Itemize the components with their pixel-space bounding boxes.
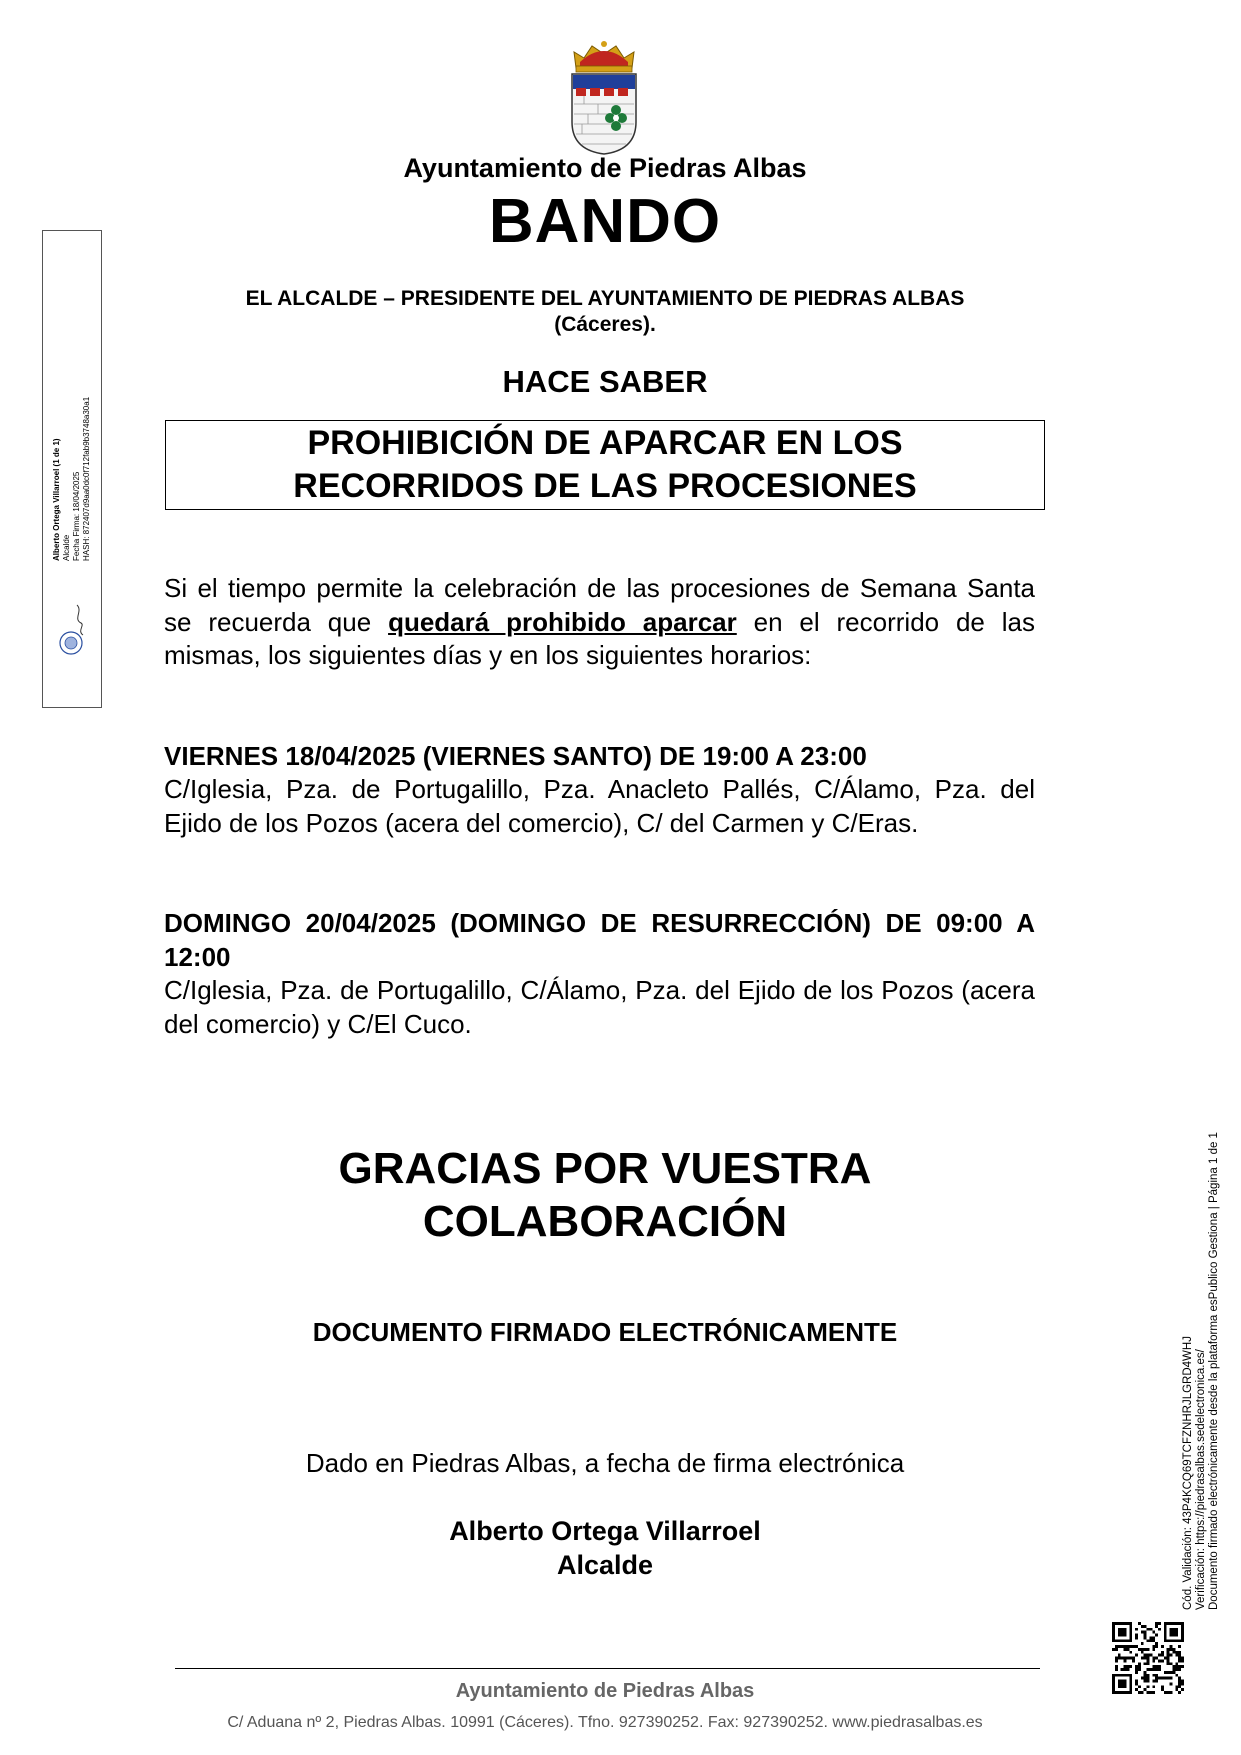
stamp-signer: Alberto Ortega Villarroel (1 de 1) bbox=[52, 438, 61, 561]
intro-text: en el recorrido de las mismas, los siguientes días y en los siguientes horarios: bbox=[164, 606, 1035, 670]
signer-block bbox=[0, 1514, 1210, 1582]
issued-at: Dado en Piedras Albas, a fecha de firma electrónica bbox=[305, 1448, 905, 1478]
stamp-role: Alcalde bbox=[62, 534, 71, 561]
thanks-message bbox=[0, 1142, 1210, 1248]
validation-info bbox=[1182, 1090, 1220, 1610]
stamp-date: Fecha Firma: 18/04/2025 bbox=[72, 471, 81, 561]
notice-line: RECORRIDOS DE LAS PROCESIONES bbox=[293, 467, 917, 505]
intro-emphasis: quedará prohibido aparcar bbox=[388, 606, 737, 637]
qr-code-icon[interactable] bbox=[1112, 1622, 1184, 1694]
validation-code: Cód. Validación: 43P4KCQ69TCFZNHRJLGRD4WHJ bbox=[1182, 1336, 1194, 1610]
schedule-heading-sunday: DOMINGO 20/04/2025 (DOMINGO DE RESURRECCIÓN) DE 09:00 A 12:00 bbox=[164, 908, 1035, 972]
intro-text: Si el tiempo permite la celebración de las procesiones de Semana Santa se recuerda que bbox=[164, 573, 1035, 637]
footer-municipality: Ayuntamiento de Piedras Albas bbox=[455, 1680, 755, 1702]
intro-paragraph bbox=[164, 572, 1035, 673]
signer-role: Alcalde bbox=[556, 1550, 654, 1580]
schedule-streets-friday: C/Iglesia, Pza. de Portugalillo, Pza. Anacleto Pallés, C/Álamo, Pza. del Ejido de los Pozos (acera del comercio), C/ del Carmen y C/Eras. bbox=[164, 774, 1035, 838]
document-title: BANDO bbox=[488, 187, 722, 256]
issuer-line: EL ALCALDE – PRESIDENTE DEL AYUNTAMIENTO DE PIEDRAS ALBAS bbox=[245, 287, 965, 310]
signature-stamp bbox=[42, 230, 102, 708]
notice-line: PROHIBICIÓN DE APARCAR EN LOS bbox=[307, 424, 903, 462]
validation-text bbox=[1182, 1090, 1221, 1610]
footer-address: C/ Aduana nº 2, Piedras Albas. 10991 (Cáceres). Tfno. 927390252. Fax: 927390252. www.piedrasalbas.es bbox=[227, 1714, 983, 1731]
notice-box bbox=[165, 420, 1045, 510]
thanks-line: COLABORACIÓN bbox=[422, 1197, 788, 1246]
announcement-heading: HACE SABER bbox=[502, 364, 708, 399]
platform-note: Documento firmado electrónicamente desde la plataforma esPublico Gestiona | Página 1 de 1 bbox=[1208, 1132, 1220, 1610]
signature-stamp-text bbox=[52, 341, 92, 561]
schedule-heading-friday: VIERNES 18/04/2025 (VIERNES SANTO) DE 19:00 A 23:00 bbox=[164, 741, 867, 771]
thanks-line: GRACIAS POR VUESTRA bbox=[338, 1144, 872, 1193]
signer-name: Alberto Ortega Villarroel bbox=[449, 1516, 761, 1546]
stamp-hash: HASH: 872407d9aa0dc0f712fab9b3748a30a1 bbox=[82, 396, 91, 561]
seal-signature-icon bbox=[55, 601, 91, 661]
signed-notice: DOCUMENTO FIRMADO ELECTRÓNICAMENTE bbox=[312, 1317, 898, 1347]
footer-divider bbox=[175, 1668, 1040, 1669]
verification-url: Verificación: https://piedrasalbas.sedelectronica.es/ bbox=[1195, 1349, 1207, 1610]
municipality-title: Ayuntamiento de Piedras Albas bbox=[403, 153, 807, 183]
coat-of-arms-logo bbox=[568, 38, 640, 156]
issuer-province: (Cáceres). bbox=[554, 313, 656, 336]
schedule-streets-sunday: C/Iglesia, Pza. de Portugalillo, C/Álamo, Pza. del Ejido de los Pozos (acera del comercio) y C/El Cuco. bbox=[164, 975, 1035, 1039]
